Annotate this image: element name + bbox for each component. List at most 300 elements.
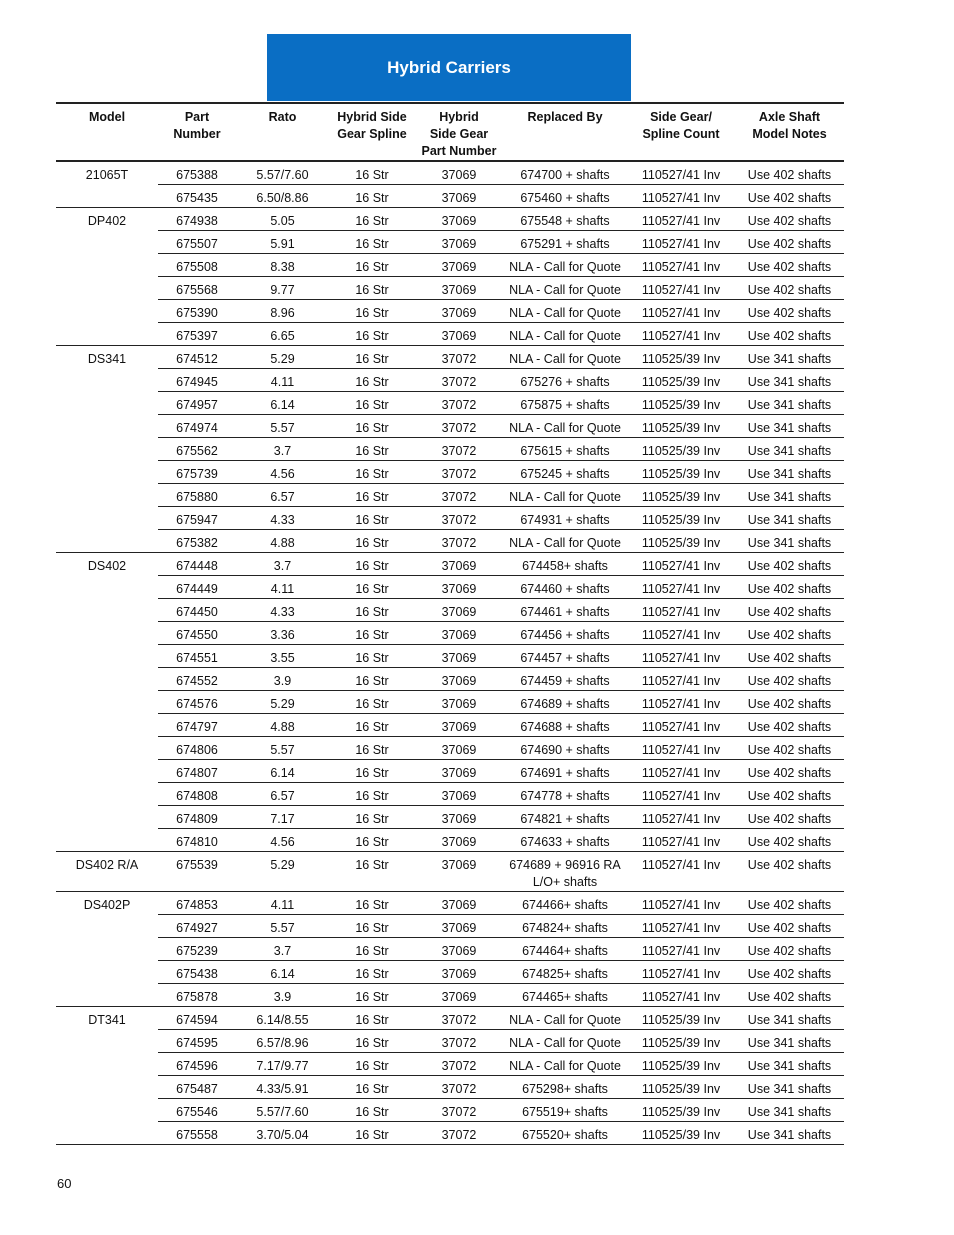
table-cell: Use 402 shafts	[735, 915, 844, 938]
table-cell: 37069	[415, 691, 503, 714]
page-number: 60	[57, 1176, 72, 1191]
table-cell: 37072	[415, 507, 503, 530]
table-cell: 674450	[158, 599, 236, 622]
table-cell: 16 Str	[329, 1122, 415, 1145]
table-cell: 37072	[415, 1122, 503, 1145]
table-cell: 5.57/7.60	[236, 1099, 329, 1122]
table-cell: 16 Str	[329, 484, 415, 507]
table-cell: 16 Str	[329, 938, 415, 961]
table-cell: 674807	[158, 760, 236, 783]
table-cell: 110525/39 Inv	[627, 484, 735, 507]
table-cell: 3.36	[236, 622, 329, 645]
table-cell: 674797	[158, 714, 236, 737]
hybrid-carriers-table	[56, 102, 844, 1145]
table-cell: Use 402 shafts	[735, 323, 844, 346]
table-row	[56, 208, 844, 231]
table-cell: 674595	[158, 1030, 236, 1053]
table-cell: 675546	[158, 1099, 236, 1122]
table-cell: 674931 + shafts	[503, 507, 627, 530]
table-cell: 6.57/8.96	[236, 1030, 329, 1053]
table-cell: 674810	[158, 829, 236, 852]
table-cell: Use 402 shafts	[735, 829, 844, 852]
table-row	[56, 892, 844, 915]
model-cell: DP402	[56, 208, 158, 346]
table-cell: Use 402 shafts	[735, 892, 844, 915]
table-cell: 674457 + shafts	[503, 645, 627, 668]
table-cell: Use 341 shafts	[735, 369, 844, 392]
table-row	[56, 1030, 844, 1053]
table-row	[56, 915, 844, 938]
table-cell: 16 Str	[329, 915, 415, 938]
table-cell: 4.56	[236, 829, 329, 852]
table-cell: 110525/39 Inv	[627, 1122, 735, 1145]
table-cell: NLA - Call for Quote	[503, 530, 627, 553]
table-cell: 16 Str	[329, 208, 415, 231]
table-cell: 37069	[415, 714, 503, 737]
table-cell: 110525/39 Inv	[627, 346, 735, 369]
table-cell: 110527/41 Inv	[627, 231, 735, 254]
table-cell: 675519+ shafts	[503, 1099, 627, 1122]
table-row	[56, 1076, 844, 1099]
table-cell: 6.14	[236, 961, 329, 984]
table-cell: 675615 + shafts	[503, 438, 627, 461]
table-row	[56, 484, 844, 507]
column-header: Replaced By	[503, 103, 627, 161]
table-row	[56, 392, 844, 415]
table-cell: 16 Str	[329, 346, 415, 369]
table-cell: 6.14	[236, 392, 329, 415]
table-cell: 675487	[158, 1076, 236, 1099]
table-cell: 7.17/9.77	[236, 1053, 329, 1076]
table-cell: 16 Str	[329, 645, 415, 668]
table-cell: 675388	[158, 161, 236, 185]
table-cell: 37069	[415, 231, 503, 254]
table-row	[56, 599, 844, 622]
table-row	[56, 829, 844, 852]
table-cell: 16 Str	[329, 829, 415, 852]
table-cell: 110525/39 Inv	[627, 415, 735, 438]
table-cell: 674551	[158, 645, 236, 668]
column-header: Side Gear/ Spline Count	[627, 103, 735, 161]
table-cell: Use 402 shafts	[735, 938, 844, 961]
table-cell: 110527/41 Inv	[627, 829, 735, 852]
table-cell: 674957	[158, 392, 236, 415]
table-cell: 37069	[415, 185, 503, 208]
table-cell: 110525/39 Inv	[627, 1076, 735, 1099]
table-cell: 37069	[415, 300, 503, 323]
table-cell: NLA - Call for Quote	[503, 323, 627, 346]
table-cell: 37069	[415, 208, 503, 231]
table-cell: 674466+ shafts	[503, 892, 627, 915]
table-cell: Use 402 shafts	[735, 668, 844, 691]
table-cell: 16 Str	[329, 438, 415, 461]
table-cell: Use 402 shafts	[735, 691, 844, 714]
table-cell: 16 Str	[329, 622, 415, 645]
table-cell: 674974	[158, 415, 236, 438]
table-cell: Use 341 shafts	[735, 1053, 844, 1076]
table-cell: Use 402 shafts	[735, 185, 844, 208]
table-cell: 110527/41 Inv	[627, 599, 735, 622]
table-cell: 37069	[415, 852, 503, 892]
table-cell: 37069	[415, 806, 503, 829]
table-cell: 16 Str	[329, 254, 415, 277]
table-row	[56, 300, 844, 323]
table-cell: Use 402 shafts	[735, 852, 844, 892]
table-cell: 37069	[415, 961, 503, 984]
table-cell: 37072	[415, 346, 503, 369]
table-cell: 674576	[158, 691, 236, 714]
table-cell: 110525/39 Inv	[627, 369, 735, 392]
table-cell: 6.57	[236, 783, 329, 806]
table-cell: 674456 + shafts	[503, 622, 627, 645]
table-cell: 110527/41 Inv	[627, 576, 735, 599]
table-cell: 16 Str	[329, 961, 415, 984]
table-cell: 16 Str	[329, 507, 415, 530]
table-cell: 674825+ shafts	[503, 961, 627, 984]
table-cell: 3.7	[236, 553, 329, 576]
table-cell: 16 Str	[329, 599, 415, 622]
table-cell: 110527/41 Inv	[627, 208, 735, 231]
table-cell: 6.57	[236, 484, 329, 507]
column-header: Model	[56, 103, 158, 161]
table-cell: 4.11	[236, 369, 329, 392]
table-cell: 4.33	[236, 507, 329, 530]
table-cell: 8.96	[236, 300, 329, 323]
table-cell: 674550	[158, 622, 236, 645]
model-cell: 21065T	[56, 161, 158, 208]
table-cell: 37069	[415, 576, 503, 599]
table-cell: 675558	[158, 1122, 236, 1145]
table-cell: 16 Str	[329, 892, 415, 915]
table-cell: 4.11	[236, 576, 329, 599]
table-cell: 110527/41 Inv	[627, 622, 735, 645]
table-cell: 674459 + shafts	[503, 668, 627, 691]
table-cell: 675880	[158, 484, 236, 507]
table-cell: 37072	[415, 415, 503, 438]
table-cell: 674809	[158, 806, 236, 829]
table-cell: 674945	[158, 369, 236, 392]
table-cell: Use 402 shafts	[735, 208, 844, 231]
table-cell: Use 341 shafts	[735, 392, 844, 415]
table-cell: 5.57	[236, 915, 329, 938]
model-cell: DS341	[56, 346, 158, 553]
table-cell: 674552	[158, 668, 236, 691]
column-header: Axle Shaft Model Notes	[735, 103, 844, 161]
table-row	[56, 806, 844, 829]
table-cell: 675562	[158, 438, 236, 461]
table-row	[56, 438, 844, 461]
table-cell: 110527/41 Inv	[627, 323, 735, 346]
table-cell: 8.38	[236, 254, 329, 277]
table-cell: 5.57/7.60	[236, 161, 329, 185]
table-cell: 675291 + shafts	[503, 231, 627, 254]
table-cell: NLA - Call for Quote	[503, 346, 627, 369]
table-cell: 37072	[415, 530, 503, 553]
table-row	[56, 760, 844, 783]
table-cell: 675460 + shafts	[503, 185, 627, 208]
table-cell: 37072	[415, 1030, 503, 1053]
table-cell: Use 341 shafts	[735, 346, 844, 369]
table-cell: 9.77	[236, 277, 329, 300]
table-cell: 110527/41 Inv	[627, 645, 735, 668]
table-row	[56, 1007, 844, 1030]
table-row	[56, 1099, 844, 1122]
table-cell: 675397	[158, 323, 236, 346]
table-row	[56, 185, 844, 208]
table-row	[56, 961, 844, 984]
table-cell: 37072	[415, 484, 503, 507]
table-cell: 675276 + shafts	[503, 369, 627, 392]
table-row	[56, 691, 844, 714]
table-cell: 675435	[158, 185, 236, 208]
table-cell: 110525/39 Inv	[627, 392, 735, 415]
table-cell: 674460 + shafts	[503, 576, 627, 599]
table-cell: 675298+ shafts	[503, 1076, 627, 1099]
table-cell: 674691 + shafts	[503, 760, 627, 783]
table-cell: 110525/39 Inv	[627, 1030, 735, 1053]
model-cell: DS402 R/A	[56, 852, 158, 892]
table-cell: 37069	[415, 938, 503, 961]
table-cell: 5.57	[236, 415, 329, 438]
table-row	[56, 461, 844, 484]
table-cell: NLA - Call for Quote	[503, 484, 627, 507]
table-cell: 674688 + shafts	[503, 714, 627, 737]
table-cell: 675390	[158, 300, 236, 323]
table-cell: 674824+ shafts	[503, 915, 627, 938]
table-cell: 675878	[158, 984, 236, 1007]
table-row	[56, 369, 844, 392]
table-cell: 16 Str	[329, 737, 415, 760]
table-cell: Use 341 shafts	[735, 438, 844, 461]
table-cell: 16 Str	[329, 691, 415, 714]
table-cell: 37069	[415, 783, 503, 806]
table-row	[56, 277, 844, 300]
table-row	[56, 346, 844, 369]
table-cell: 5.29	[236, 691, 329, 714]
table-row	[56, 622, 844, 645]
table-cell: 37072	[415, 1053, 503, 1076]
table-cell: 110527/41 Inv	[627, 277, 735, 300]
table-cell: 16 Str	[329, 300, 415, 323]
model-cell: DS402P	[56, 892, 158, 1007]
table-cell: 675875 + shafts	[503, 392, 627, 415]
table-cell: Use 341 shafts	[735, 1007, 844, 1030]
table-cell: 3.55	[236, 645, 329, 668]
table-cell: 37072	[415, 1007, 503, 1030]
table-cell: Use 402 shafts	[735, 553, 844, 576]
table-cell: 675239	[158, 938, 236, 961]
column-header: Part Number	[158, 103, 236, 161]
table-row	[56, 714, 844, 737]
table-cell: 674690 + shafts	[503, 737, 627, 760]
table-cell: 674700 + shafts	[503, 161, 627, 185]
table-cell: 6.65	[236, 323, 329, 346]
table-cell: Use 341 shafts	[735, 1099, 844, 1122]
table-cell: 110525/39 Inv	[627, 1053, 735, 1076]
table-cell: 674461 + shafts	[503, 599, 627, 622]
table-cell: 37069	[415, 161, 503, 185]
table-cell: Use 402 shafts	[735, 645, 844, 668]
table-cell: Use 402 shafts	[735, 760, 844, 783]
table-cell: 675739	[158, 461, 236, 484]
table-cell: Use 341 shafts	[735, 461, 844, 484]
table-cell: 3.70/5.04	[236, 1122, 329, 1145]
table-row	[56, 254, 844, 277]
table-row	[56, 415, 844, 438]
table-cell: Use 341 shafts	[735, 507, 844, 530]
table-cell: 110527/41 Inv	[627, 714, 735, 737]
table-cell: 16 Str	[329, 185, 415, 208]
table-cell: 675947	[158, 507, 236, 530]
table-row	[56, 737, 844, 760]
table-cell: 3.9	[236, 984, 329, 1007]
table-row	[56, 1053, 844, 1076]
table-cell: NLA - Call for Quote	[503, 1053, 627, 1076]
column-header: Hybrid Side Gear Spline	[329, 103, 415, 161]
table-cell: 110527/41 Inv	[627, 806, 735, 829]
table-row	[56, 783, 844, 806]
table-cell: 4.88	[236, 714, 329, 737]
table-cell: 674633 + shafts	[503, 829, 627, 852]
table-cell: 16 Str	[329, 392, 415, 415]
table-cell: 16 Str	[329, 714, 415, 737]
table-cell: 37072	[415, 1076, 503, 1099]
table-cell: 37072	[415, 369, 503, 392]
table-cell: 110527/41 Inv	[627, 691, 735, 714]
table-cell: 5.05	[236, 208, 329, 231]
table-cell: 16 Str	[329, 1053, 415, 1076]
table-cell: NLA - Call for Quote	[503, 254, 627, 277]
table-cell: 674594	[158, 1007, 236, 1030]
table-cell: 37069	[415, 760, 503, 783]
table-row	[56, 938, 844, 961]
table-cell: 110525/39 Inv	[627, 507, 735, 530]
table-cell: 16 Str	[329, 984, 415, 1007]
table-cell: NLA - Call for Quote	[503, 415, 627, 438]
table-cell: Use 402 shafts	[735, 622, 844, 645]
table-cell: 110527/41 Inv	[627, 892, 735, 915]
table-cell: Use 402 shafts	[735, 254, 844, 277]
table-row	[56, 645, 844, 668]
table-cell: 110527/41 Inv	[627, 254, 735, 277]
table-cell: 6.14/8.55	[236, 1007, 329, 1030]
table-cell: Use 402 shafts	[735, 806, 844, 829]
header-row	[56, 103, 844, 161]
table-cell: NLA - Call for Quote	[503, 1030, 627, 1053]
table-cell: 5.91	[236, 231, 329, 254]
table-cell: 6.50/8.86	[236, 185, 329, 208]
table-cell: 674689 + shafts	[503, 691, 627, 714]
table-cell: 110525/39 Inv	[627, 461, 735, 484]
table-cell: 16 Str	[329, 1076, 415, 1099]
table-cell: Use 402 shafts	[735, 714, 844, 737]
table-cell: 110527/41 Inv	[627, 300, 735, 323]
table-body	[56, 161, 844, 1145]
table-cell: 674927	[158, 915, 236, 938]
table-cell: Use 341 shafts	[735, 415, 844, 438]
table-row	[56, 668, 844, 691]
table-cell: 675539	[158, 852, 236, 892]
table-cell: 37069	[415, 622, 503, 645]
table-cell: 16 Str	[329, 277, 415, 300]
table-cell: 4.88	[236, 530, 329, 553]
section-title: Hybrid Carriers	[267, 34, 631, 101]
table-cell: 37069	[415, 277, 503, 300]
table-cell: 16 Str	[329, 231, 415, 254]
table-cell: 16 Str	[329, 161, 415, 185]
table-cell: 674821 + shafts	[503, 806, 627, 829]
table-cell: 675245 + shafts	[503, 461, 627, 484]
table-cell: 37072	[415, 438, 503, 461]
table-cell: 3.7	[236, 938, 329, 961]
table-cell: Use 402 shafts	[735, 231, 844, 254]
table-cell: Use 402 shafts	[735, 576, 844, 599]
table-cell: 16 Str	[329, 553, 415, 576]
table-cell: 674448	[158, 553, 236, 576]
table-cell: NLA - Call for Quote	[503, 277, 627, 300]
table-cell: 110527/41 Inv	[627, 915, 735, 938]
table-cell: 4.33	[236, 599, 329, 622]
table-cell: 674938	[158, 208, 236, 231]
table-cell: 5.57	[236, 737, 329, 760]
table-cell: 16 Str	[329, 1030, 415, 1053]
table-cell: 110525/39 Inv	[627, 1099, 735, 1122]
model-cell: DS402	[56, 553, 158, 852]
table-cell: 7.17	[236, 806, 329, 829]
table-cell: 110525/39 Inv	[627, 1007, 735, 1030]
table-cell: 110525/39 Inv	[627, 438, 735, 461]
table-cell: 37072	[415, 392, 503, 415]
table-row	[56, 1122, 844, 1145]
table-cell: 674464+ shafts	[503, 938, 627, 961]
table-cell: 37069	[415, 915, 503, 938]
table-cell: 16 Str	[329, 1007, 415, 1030]
table-cell: 16 Str	[329, 415, 415, 438]
table-cell: 110525/39 Inv	[627, 530, 735, 553]
table-cell: Use 402 shafts	[735, 599, 844, 622]
table-cell: Use 402 shafts	[735, 300, 844, 323]
table-cell: 16 Str	[329, 852, 415, 892]
table-cell: 37069	[415, 737, 503, 760]
table-cell: 110527/41 Inv	[627, 161, 735, 185]
table-row	[56, 507, 844, 530]
table-cell: Use 341 shafts	[735, 484, 844, 507]
table-cell: 110527/41 Inv	[627, 668, 735, 691]
table-cell: 37069	[415, 668, 503, 691]
table-cell: Use 402 shafts	[735, 961, 844, 984]
table-cell: 674808	[158, 783, 236, 806]
table-cell: 5.29	[236, 852, 329, 892]
table-cell: 674449	[158, 576, 236, 599]
table-cell: 110527/41 Inv	[627, 553, 735, 576]
table-row	[56, 530, 844, 553]
table-cell: 110527/41 Inv	[627, 783, 735, 806]
table-cell: Use 402 shafts	[735, 161, 844, 185]
table-row	[56, 576, 844, 599]
table-cell: 674853	[158, 892, 236, 915]
table-cell: 110527/41 Inv	[627, 737, 735, 760]
table-cell: 37069	[415, 553, 503, 576]
table-cell: NLA - Call for Quote	[503, 1007, 627, 1030]
table-cell: 16 Str	[329, 1099, 415, 1122]
table-row	[56, 984, 844, 1007]
table-cell: 675520+ shafts	[503, 1122, 627, 1145]
table-cell: 16 Str	[329, 461, 415, 484]
table-cell: 110527/41 Inv	[627, 760, 735, 783]
table-cell: 16 Str	[329, 806, 415, 829]
table-cell: 675568	[158, 277, 236, 300]
table-cell: 37069	[415, 892, 503, 915]
